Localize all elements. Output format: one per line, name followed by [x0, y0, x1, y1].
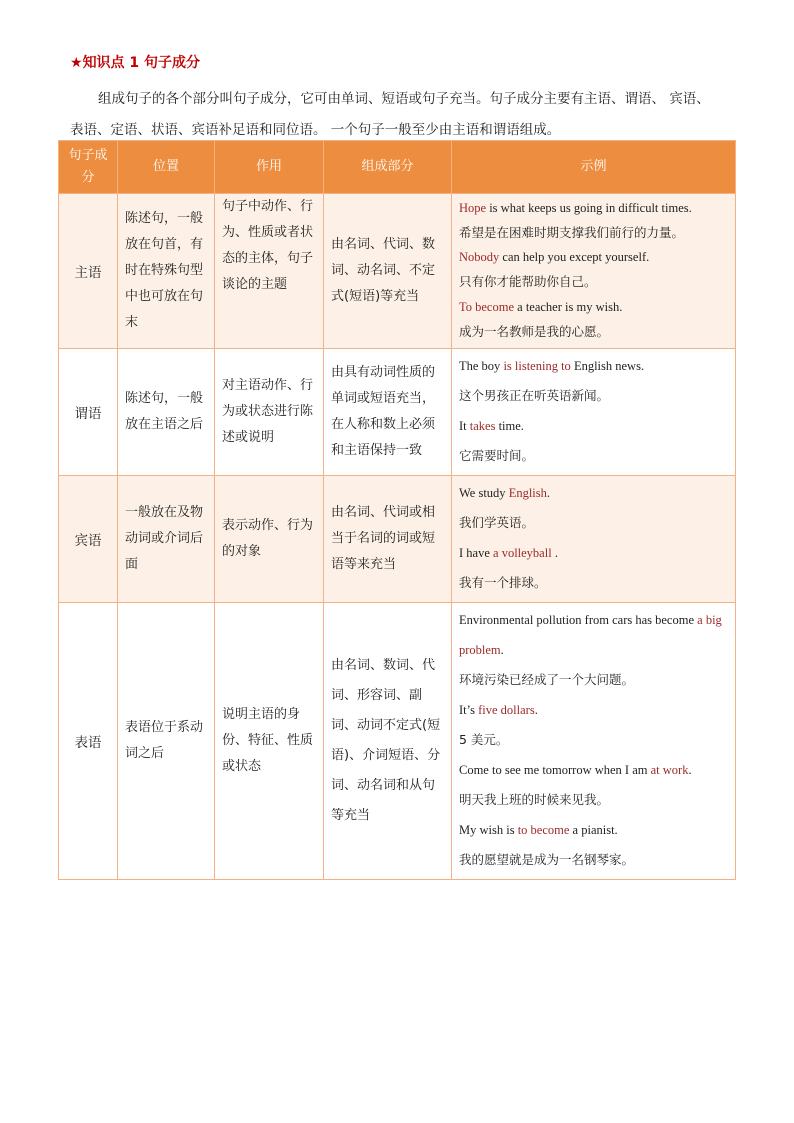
- header-role: 作用: [215, 141, 324, 194]
- role-cell: 句子中动作、行为、性质或者状态的主体，句子谈论的主题: [215, 194, 324, 349]
- examples-cell: [452, 603, 736, 880]
- example-en: Hope is what keeps us going in difficult times.: [459, 201, 692, 215]
- example-en: I have a volleyball .: [459, 546, 558, 561]
- table-row-predicate: [59, 349, 736, 476]
- header-examples: 示例: [452, 141, 736, 194]
- example-zh: 它需要时间。: [459, 448, 535, 464]
- example-zh: 我们学英语。: [459, 515, 535, 531]
- table-header-row: [59, 141, 736, 194]
- role-cell: 说明主语的身份、特征、性质或状态: [215, 603, 324, 880]
- examples-cell: [452, 349, 736, 476]
- table-row-subject: [59, 194, 736, 349]
- composition-cell: 由名词、代词或相当于名词的词或短语等来充当: [324, 476, 452, 603]
- position-cell: 表语位于系动词之后: [118, 603, 215, 880]
- example-zh: 希望是在困难时期支撑我们前行的力量。: [459, 224, 685, 240]
- intro-text: 组成句子的各个部分叫句子成分，它可由单词、短语或句子充当。句子成分主要有主语、谓语、 宾语、表语、定语、状语、宾语补足语和同位语。 一个句子一般至少由主语和谓语组成。: [70, 91, 710, 138]
- intro-paragraph: [70, 84, 720, 146]
- example-zh: 环境污染已经成了一个大问题。: [459, 672, 635, 688]
- example-zh: 成为一名教师是我的心愿。: [459, 323, 610, 339]
- header-component: 句子成分: [59, 141, 118, 194]
- example-zh: 只有你才能帮助你自己。: [459, 274, 597, 290]
- table-row-object: [59, 476, 736, 603]
- example-zh: 明天我上班的时候来见我。: [459, 792, 610, 808]
- composition-cell: 由名词、数词、代词、形容词、副词、动词不定式(短语)、介词短语、分词、动名词和从句等充当: [324, 603, 452, 880]
- table-row-predicative: [59, 603, 736, 880]
- component-name: 宾语: [59, 476, 118, 603]
- examples-cell: [452, 476, 736, 603]
- example-en: Environmental pollution from cars has become a big problem.: [459, 613, 722, 658]
- heading-text: 知识点 1 句子成分: [82, 55, 201, 71]
- examples-cell: [452, 194, 736, 349]
- example-zh: 我有一个排球。: [459, 575, 547, 591]
- example-en: To become a teacher is my wish.: [459, 299, 623, 314]
- component-name: 谓语: [59, 349, 118, 476]
- position-cell: 一般放在及物动词或介词后面: [118, 476, 215, 603]
- section-heading: [70, 52, 200, 72]
- star-icon: ★: [70, 55, 83, 71]
- position-cell: 陈述句，一般放在句首，有时在特殊句型中也可放在句末: [118, 194, 215, 349]
- example-en: It’s five dollars.: [459, 703, 538, 718]
- role-cell: 对主语动作、行为或状态进行陈述或说明: [215, 349, 324, 476]
- position-cell: 陈述句，一般放在主语之后: [118, 349, 215, 476]
- example-en: Nobody can help you except yourself.: [459, 250, 650, 265]
- example-en: We study English.: [459, 486, 551, 501]
- example-zh: 5 美元。: [459, 732, 509, 748]
- example-zh: 我的愿望就是成为一名钢琴家。: [459, 852, 635, 868]
- example-zh: 这个男孩正在听英语新闻。: [459, 388, 610, 404]
- example-en: My wish is to become a pianist.: [459, 823, 618, 838]
- example-en: The boy is listening to English news.: [459, 359, 645, 374]
- component-name: 表语: [59, 603, 118, 880]
- header-position: 位置: [118, 141, 215, 194]
- header-composition: 组成部分: [324, 141, 452, 194]
- role-cell: 表示动作、行为的对象: [215, 476, 324, 603]
- composition-cell: 由具有动词性质的单词或短语充当，在人称和数上必须和主语保持一致: [324, 349, 452, 476]
- example-en: Come to see me tomorrow when I am at work.: [459, 763, 692, 778]
- composition-cell: 由名词、代词、数词、动名词、不定式(短语)等充当: [324, 194, 452, 349]
- sentence-components-table: [58, 140, 736, 880]
- example-en: It takes time.: [459, 419, 524, 434]
- component-name: 主语: [59, 194, 118, 349]
